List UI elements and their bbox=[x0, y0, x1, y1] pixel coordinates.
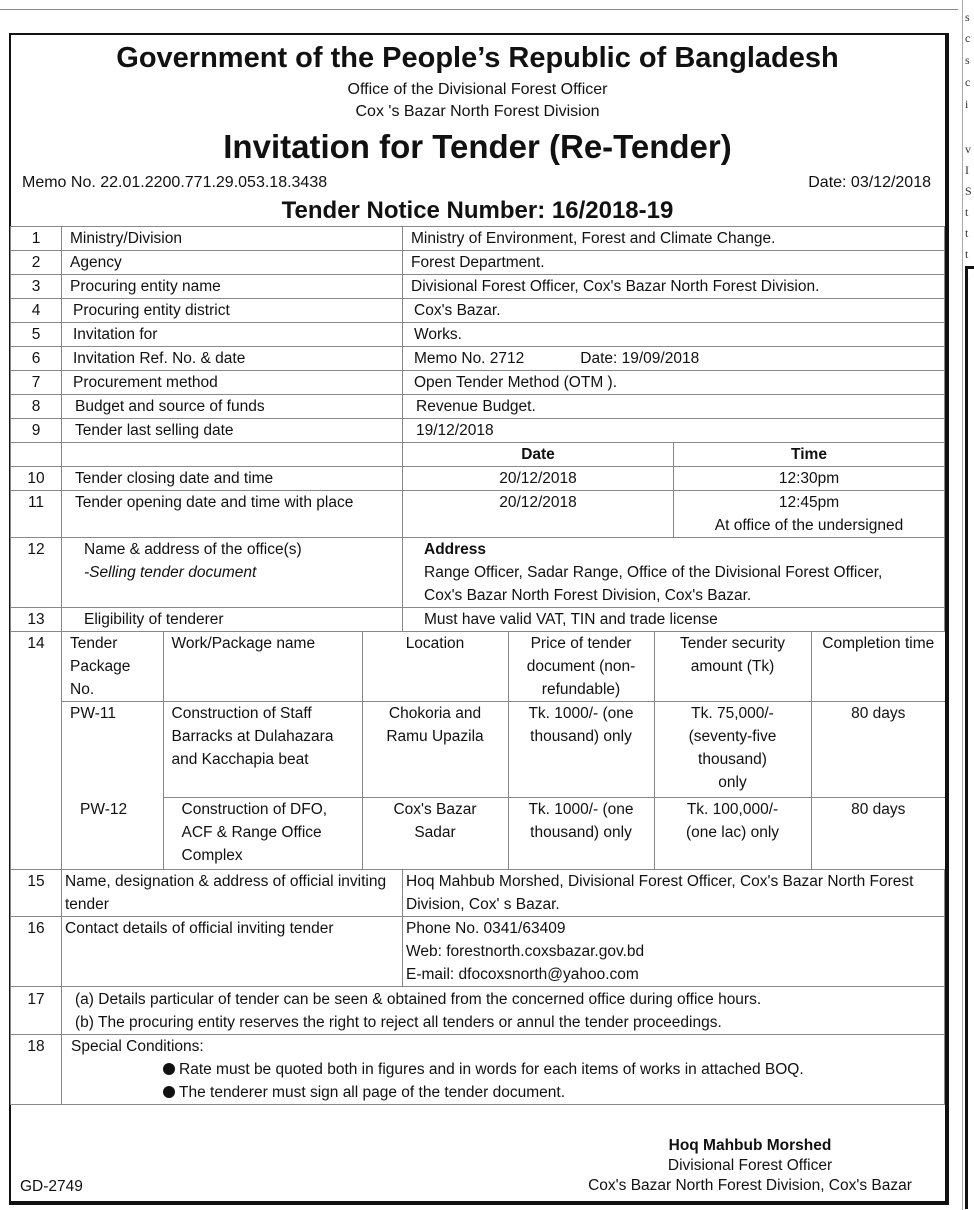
official-label-cell bbox=[62, 869, 403, 916]
row-number: 10 bbox=[11, 467, 62, 491]
signatory-designation: Divisional Forest Officer bbox=[667, 1157, 833, 1174]
row-number: 11 bbox=[11, 491, 62, 538]
fragment-letter: s bbox=[965, 53, 970, 67]
price-line: thousand) only bbox=[530, 824, 632, 841]
security-line: (seventy-five bbox=[688, 728, 777, 745]
office-label-cell bbox=[62, 538, 403, 608]
official-value-cell bbox=[403, 869, 945, 916]
page-top-rule bbox=[0, 9, 958, 10]
fragment-letter: I bbox=[965, 163, 969, 177]
selling-address-line: Range Officer, Sadar Range, Office of the Divisional Forest Officer, bbox=[424, 564, 883, 581]
row-value: Forest Department. bbox=[403, 251, 945, 275]
fragment-letter: i bbox=[965, 97, 969, 111]
row-value: Open Tender Method (OTM ). bbox=[403, 371, 945, 395]
opening-time-cell bbox=[674, 491, 945, 538]
fragment-letter: v bbox=[965, 142, 971, 156]
work-name-header: Work/Package name bbox=[163, 632, 362, 702]
division-name: Cox 's Bazar North Forest Division bbox=[355, 103, 600, 120]
row-value bbox=[403, 347, 945, 371]
footer-code: GD-2749 bbox=[20, 1178, 83, 1195]
row-number: 15 bbox=[11, 869, 62, 916]
security-line: (one lac) only bbox=[685, 824, 780, 841]
packages-header-row bbox=[62, 632, 945, 702]
security-line: only bbox=[718, 774, 747, 791]
package-number: PW-11 bbox=[62, 702, 163, 798]
fragment-letter: t bbox=[965, 268, 969, 282]
row-number: 16 bbox=[11, 916, 62, 986]
table-row bbox=[11, 371, 945, 395]
price-line: Tk. 1000/- (one bbox=[528, 801, 634, 818]
note-text: The procuring entity reserves the right to reject all tenders or annul the tender proceedings. bbox=[97, 1013, 722, 1031]
opening-date: 20/12/2018 bbox=[403, 491, 674, 538]
row-value: Divisional Forest Officer, Cox's Bazar North Forest Division. bbox=[403, 275, 945, 299]
closing-date: 20/12/2018 bbox=[403, 467, 674, 491]
tender-details-table bbox=[10, 226, 945, 1105]
work-line: ACF & Range Office bbox=[181, 824, 322, 841]
price-header bbox=[508, 632, 654, 702]
office-address-cell bbox=[403, 538, 945, 608]
special-item bbox=[71, 1081, 936, 1104]
package-location bbox=[362, 798, 508, 869]
table-row bbox=[11, 347, 945, 371]
row-value: Division, Cox' s Bazar. bbox=[406, 895, 560, 913]
row-value: Revenue Budget. bbox=[403, 395, 945, 419]
note-marker: (b) bbox=[75, 1013, 94, 1031]
row-label: Procuring entity district bbox=[62, 299, 403, 323]
table-row bbox=[11, 986, 945, 1034]
row-number: 4 bbox=[11, 299, 62, 323]
office-subheading bbox=[0, 79, 955, 123]
table-row bbox=[11, 419, 945, 443]
note-marker: (a) bbox=[75, 990, 94, 1008]
special-item bbox=[71, 1058, 936, 1081]
table-row bbox=[11, 491, 945, 538]
row-value: Must have valid VAT, TIN and trade license bbox=[403, 608, 945, 632]
header-line: refundable) bbox=[541, 681, 621, 698]
package-work-name bbox=[163, 798, 362, 869]
fragment-letter: S bbox=[965, 184, 972, 198]
tender-notice-number: Tender Notice Number: 16/2018-19 bbox=[281, 197, 674, 224]
office-name: Office of the Divisional Forest Officer bbox=[347, 81, 608, 98]
package-location bbox=[362, 702, 508, 798]
adjacent-ad-frame bbox=[965, 266, 974, 1209]
price-line: Tk. 1000/- (one bbox=[528, 705, 634, 722]
location-line: Cox's Bazar bbox=[393, 801, 477, 818]
table-row bbox=[11, 467, 945, 491]
row-label: Ministry/Division bbox=[62, 227, 403, 251]
work-line: Construction of DFO, bbox=[181, 801, 328, 818]
table-row bbox=[11, 608, 945, 632]
table-row bbox=[11, 251, 945, 275]
row-label: Tender last selling date bbox=[62, 419, 403, 443]
row-label: Contact details of official inviting tender bbox=[62, 916, 403, 986]
row-number: 8 bbox=[11, 395, 62, 419]
selling-address-line: Cox's Bazar North Forest Division, Cox's Bazar. bbox=[424, 587, 752, 604]
row-value: Hoq Mahbub Morshed, Divisional Forest Officer, Cox's Bazar North Forest bbox=[406, 872, 914, 890]
notes-cell bbox=[62, 986, 945, 1034]
row-label: Tender closing date and time bbox=[62, 467, 403, 491]
row-number: 7 bbox=[11, 371, 62, 395]
fragment-letter: c bbox=[965, 75, 971, 89]
row-label: Invitation Ref. No. & date bbox=[62, 347, 403, 371]
row-number: 14 bbox=[11, 632, 62, 870]
contact-value-cell bbox=[403, 916, 945, 986]
note-a bbox=[75, 988, 936, 1011]
location-header: Location bbox=[362, 632, 508, 702]
opening-place: At office of the undersigned bbox=[714, 517, 904, 534]
special-item-text: Rate must be quoted both in figures and in words for each items of works in attached BOQ. bbox=[179, 1060, 804, 1078]
header-line: document (non- bbox=[526, 658, 636, 675]
price-line: thousand) only bbox=[530, 728, 632, 745]
work-line: Construction of Staff bbox=[171, 705, 312, 722]
row-label: Invitation for bbox=[62, 323, 403, 347]
fragment-letter: t bbox=[965, 226, 969, 240]
header-line: Price of tender bbox=[530, 635, 632, 652]
package-row bbox=[62, 702, 945, 798]
fragment-letter: s bbox=[965, 10, 970, 24]
security-line: thousand) bbox=[698, 751, 767, 768]
security-line: Tk. 100,000/- bbox=[686, 801, 779, 818]
location-line: Chokoria and bbox=[388, 705, 482, 722]
packages-table bbox=[62, 632, 945, 869]
note-text: Details particular of tender can be seen & obtained from the concerned office during office hours. bbox=[98, 990, 762, 1008]
location-line: Sadar bbox=[414, 824, 456, 841]
table-row bbox=[11, 1034, 945, 1104]
signatory-office: Cox's Bazar North Forest Division, Cox's Bazar bbox=[588, 1177, 912, 1194]
closing-time: 12:30pm bbox=[674, 467, 945, 491]
packages-cell bbox=[62, 632, 945, 870]
row-label: Name & address of the office(s) bbox=[84, 541, 302, 558]
note-b bbox=[75, 1011, 936, 1034]
bullet-icon bbox=[163, 1086, 175, 1098]
work-line: and Kacchapia beat bbox=[171, 751, 309, 768]
contact-email: E-mail: dfocoxsnorth@yahoo.com bbox=[406, 965, 639, 983]
special-item-text: The tenderer must sign all page of the tender document. bbox=[179, 1083, 566, 1101]
row-number: 5 bbox=[11, 323, 62, 347]
memo-number: Memo No. 22.01.2200.771.29.053.18.3438 bbox=[22, 174, 328, 191]
row-value: Cox's Bazar. bbox=[403, 299, 945, 323]
row-label: Name, designation & address of official inviting bbox=[65, 872, 387, 890]
package-security bbox=[654, 798, 811, 869]
table-row bbox=[11, 869, 945, 916]
row-number: 9 bbox=[11, 419, 62, 443]
completion-header: Completion time bbox=[811, 632, 945, 702]
table-row bbox=[11, 395, 945, 419]
row-number: 12 bbox=[11, 538, 62, 608]
package-price bbox=[508, 798, 654, 869]
package-row bbox=[62, 798, 945, 869]
row-label: Eligibility of tenderer bbox=[62, 608, 403, 632]
contact-phone: Phone No. 0341/63409 bbox=[406, 919, 566, 937]
table-row bbox=[11, 538, 945, 608]
date-column-header: Date bbox=[403, 443, 674, 467]
header-line: Tender security bbox=[679, 635, 786, 652]
row-number: 13 bbox=[11, 608, 62, 632]
work-line: Complex bbox=[181, 847, 243, 864]
package-completion: 80 days bbox=[811, 702, 945, 798]
row-label: tender bbox=[65, 895, 109, 913]
table-row bbox=[11, 323, 945, 347]
row-label: Tender opening date and time with place bbox=[62, 491, 403, 538]
special-cell bbox=[62, 1034, 945, 1104]
row-number: 17 bbox=[11, 986, 62, 1034]
row-label: Procuring entity name bbox=[62, 275, 403, 299]
header-line: Tender bbox=[70, 635, 118, 652]
row-value: Works. bbox=[403, 323, 945, 347]
work-line: Barracks at Dulahazara bbox=[171, 728, 334, 745]
package-completion: 80 days bbox=[811, 798, 945, 869]
schedule-header-row bbox=[11, 443, 945, 467]
selling-label: -Selling tender document bbox=[84, 564, 257, 581]
row-number: 6 bbox=[11, 347, 62, 371]
contact-web: Web: forestnorth.coxsbazar.gov.bd bbox=[406, 942, 645, 960]
row-label: Agency bbox=[62, 251, 403, 275]
invitation-ref-memo: Memo No. 2712 bbox=[414, 350, 525, 367]
fragment-letter: t bbox=[965, 247, 969, 261]
package-security bbox=[654, 702, 811, 798]
government-heading: Government of the People’s Republic of Bangladesh bbox=[116, 42, 839, 74]
table-row bbox=[11, 916, 945, 986]
security-line: Tk. 75,000/- bbox=[691, 705, 774, 722]
invitation-ref-date: Date: 19/09/2018 bbox=[580, 350, 700, 367]
row-number: 1 bbox=[11, 227, 62, 251]
row-number: 18 bbox=[11, 1034, 62, 1104]
table-row bbox=[11, 275, 945, 299]
bullet-icon bbox=[163, 1063, 175, 1075]
fragment-letter: c bbox=[965, 31, 971, 45]
special-label: Special Conditions: bbox=[71, 1037, 204, 1055]
row-number: 3 bbox=[11, 275, 62, 299]
notice-date: Date: 03/12/2018 bbox=[808, 174, 931, 191]
package-no-header bbox=[62, 632, 163, 702]
package-work-name bbox=[163, 702, 362, 798]
signatory-name: Hoq Mahbub Morshed bbox=[668, 1137, 832, 1154]
row-value: 19/12/2018 bbox=[403, 419, 945, 443]
address-header: Address bbox=[424, 541, 487, 558]
fragment-letter: t bbox=[965, 205, 969, 219]
packages-row bbox=[11, 632, 945, 870]
location-line: Ramu Upazila bbox=[386, 728, 484, 745]
tender-title: Invitation for Tender (Re-Tender) bbox=[223, 128, 732, 165]
package-price bbox=[508, 702, 654, 798]
row-label: Procurement method bbox=[62, 371, 403, 395]
header-line: amount (Tk) bbox=[690, 658, 775, 675]
header-line: No. bbox=[70, 681, 95, 698]
package-number: PW-12 bbox=[62, 798, 163, 869]
security-header bbox=[654, 632, 811, 702]
row-label: Budget and source of funds bbox=[62, 395, 403, 419]
table-row bbox=[11, 299, 945, 323]
row-value: Ministry of Environment, Forest and Climate Change. bbox=[403, 227, 945, 251]
table-row bbox=[11, 227, 945, 251]
row-number: 2 bbox=[11, 251, 62, 275]
opening-time: 12:45pm bbox=[778, 494, 840, 511]
time-column-header: Time bbox=[674, 443, 945, 467]
header-line: Package bbox=[70, 658, 131, 675]
